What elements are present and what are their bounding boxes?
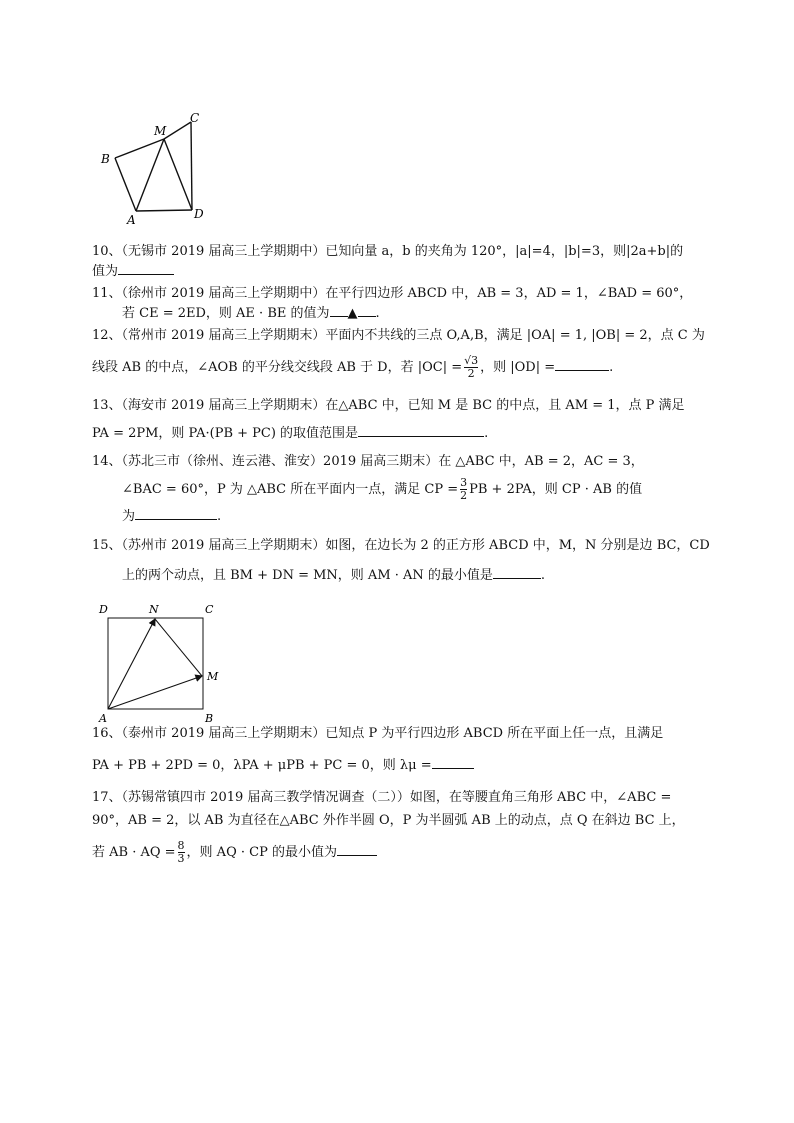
answer-blank xyxy=(432,755,474,769)
problem-10-line1: 10、（无锡市 2019 届高三上学期期中）已知向量 a，b 的夹角为 120°，|a|=4，|b|=3，则|2a+b|的 xyxy=(92,244,684,259)
label-B: B xyxy=(205,712,214,724)
answer-blank xyxy=(493,565,541,579)
label-M: M xyxy=(154,124,167,138)
problem-17-line3: 若 AB · AQ = $\frac{8}{3}$ ，则 AQ · CP 的最小值为 xyxy=(92,840,704,865)
label-D: D xyxy=(99,603,108,616)
problem-12-line2: 线段 AB 的中点，∠AOB 的平分线交线段 AB 于 D，若 |OC| = $\frac{√3}{2}$ ，则 |OD| = . xyxy=(92,354,614,380)
label-D: D xyxy=(194,207,204,221)
fraction-denominator: 3 xyxy=(177,852,185,865)
label-N: N xyxy=(149,603,159,616)
segment-MD xyxy=(164,139,192,210)
answer-blank xyxy=(135,506,217,520)
answer-blank xyxy=(555,357,609,371)
segment-AB xyxy=(115,158,136,211)
fraction-numerator: 8 xyxy=(177,839,185,852)
segment-NM xyxy=(155,619,202,676)
problem-17-line2: 90°，AB = 2，以 AB 为直径在△ABC 外作半圆 O，P 为半圆弧 AB 上的动点，点 Q 在斜边 BC 上， xyxy=(92,813,685,828)
fraction-denominator: 2 xyxy=(460,489,468,502)
problem-10-line2: 值为 xyxy=(92,261,704,281)
problem-15 xyxy=(92,536,710,585)
answer-blank xyxy=(330,303,348,317)
problem-11 xyxy=(92,284,704,323)
fraction xyxy=(464,355,478,380)
label-A: A xyxy=(99,712,107,724)
fraction-numerator: √3 xyxy=(464,354,479,367)
problem-12-line1: 12、（常州市 2019 届高三上学期期末）平面内不共线的三点 O,A,B，满足 |OA| = 1, |OB| = 2，点 C 为 xyxy=(92,328,705,343)
problem-12 xyxy=(92,326,704,380)
answer-blank xyxy=(358,423,484,437)
problem-17-line1: 17、（苏锡常镇四市 2019 届高三教学情况调查（二））如图，在等腰直角三角形 ABC 中，∠ABC = xyxy=(92,790,672,805)
problem-13 xyxy=(92,396,704,443)
problem-16 xyxy=(92,724,704,775)
problem-16-line1: 16、（泰州市 2019 届高三上学期期末）已知点 P 为平行四边形 ABCD 所在平面上任一点，且满足 xyxy=(92,726,664,741)
figure-square xyxy=(98,600,222,724)
problem-14-line3: 为 . xyxy=(92,506,704,526)
problem-14 xyxy=(92,452,704,526)
label-C: C xyxy=(190,112,200,125)
square-ABCD xyxy=(108,618,203,709)
answer-blank xyxy=(358,303,376,317)
problem-14-line2: ∠BAC = 60°，P 为 △ABC 所在平面内一点，满足 CP = $\frac{3}{2}$ PB + 2PA，则 CP · AB 的值 xyxy=(122,476,643,502)
fraction-denominator: 2 xyxy=(467,367,475,380)
label-A: A xyxy=(127,213,136,227)
segment-AM xyxy=(136,139,164,211)
problem-10 xyxy=(92,242,704,281)
segment-BM xyxy=(115,139,164,158)
segment-MC xyxy=(164,122,191,139)
label-M: M xyxy=(207,670,219,683)
problem-16-line2: PA + PB + 2PD = 0，λPA + μPB + PC = 0，则 λμ = xyxy=(92,755,704,775)
answer-blank xyxy=(337,842,377,856)
fraction xyxy=(178,840,185,865)
problem-11-line2: 若 CE = 2ED，则 AE · BE 的值为 ▲ . xyxy=(92,303,704,323)
problem-17 xyxy=(92,788,704,865)
problem-14-line1: 14、（苏北三市（徐州、连云港、淮安）2019 届高三期末）在 △ABC 中，AB = 2，AC = 3， xyxy=(92,454,644,469)
answer-mark: ▲ xyxy=(347,306,358,321)
fraction-numerator: 3 xyxy=(460,476,468,489)
segment-CD xyxy=(191,122,192,210)
label-B: B xyxy=(101,152,110,166)
answer-blank xyxy=(118,261,174,275)
figure-quadrilateral xyxy=(98,112,218,230)
fraction xyxy=(460,477,467,502)
segment-DA xyxy=(136,210,192,211)
problem-15-line2: 上的两个动点，且 BM + DN = MN，则 AM · AN 的最小值是 . xyxy=(92,565,704,585)
problem-13-line2: PA = 2PM，则 PA·(PB + PC) 的取值范围是 . xyxy=(92,423,704,443)
problem-13-line1: 13、（海安市 2019 届高三上学期期末）在△ABC 中，已知 M 是 BC 的中点，且 AM = 1，点 P 满足 xyxy=(92,398,685,413)
problem-15-line1: 15、（苏州市 2019 届高三上学期期末）如图，在边长为 2 的正方形 ABCD 中，M，N 分别是边 BC，CD xyxy=(92,538,710,553)
problem-11-line1: 11、（徐州市 2019 届高三上学期期中）在平行四边形 ABCD 中，AB = 3，AD = 1，∠BAD = 60°， xyxy=(92,286,693,301)
label-C: C xyxy=(205,603,214,616)
